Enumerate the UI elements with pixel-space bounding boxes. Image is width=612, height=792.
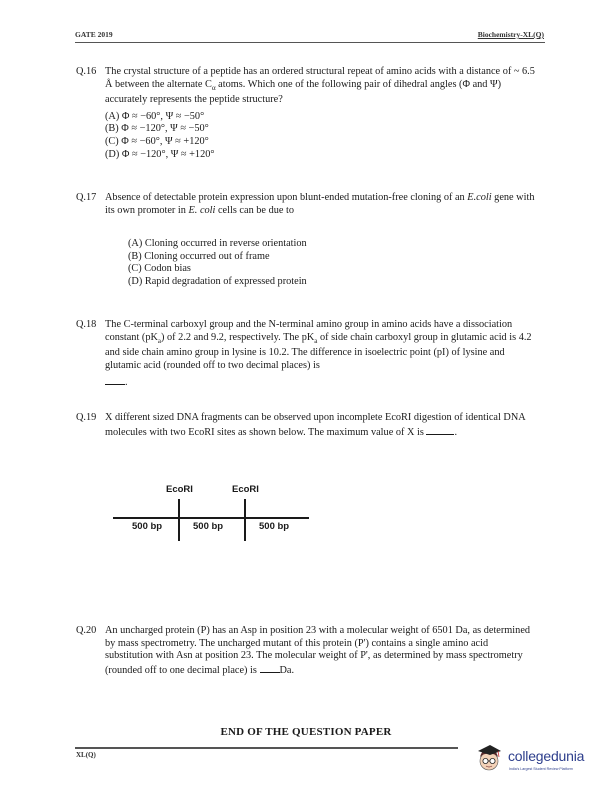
mascot-icon bbox=[476, 743, 502, 775]
end-of-paper-heading: END OF THE QUESTION PAPER bbox=[220, 726, 392, 738]
question-text: Absence of detectable protein expression upon blunt-ended mutation-free cloning of an E.coli gene with its own promoter in E. coli cells can be due to bbox=[105, 192, 535, 216]
question-number: Q.16 bbox=[76, 66, 97, 77]
question-number: Q.19 bbox=[76, 412, 97, 423]
fragment-label-2: 500 bp bbox=[193, 521, 224, 532]
option-c: (C) Φ ≈ −60°, Ψ ≈ +120° bbox=[105, 136, 209, 148]
option-d: (D) Rapid degradation of expressed protein bbox=[128, 275, 307, 287]
question-text: X different sized DNA fragments can be observed upon incomplete EcoRI digestion of identical DNA molecules with two EcoRI sites as shown below. The maximum value of X is . bbox=[105, 412, 526, 438]
answer-blank bbox=[105, 375, 125, 385]
collegedunia-logo bbox=[474, 741, 612, 781]
ecori-cut-site-1 bbox=[178, 499, 180, 541]
question-number: Q.18 bbox=[76, 319, 97, 330]
option-d: (D) Φ ≈ −120°, Ψ ≈ +120° bbox=[105, 148, 215, 160]
question-number: Q.20 bbox=[76, 625, 97, 636]
footer-left: XL(Q) bbox=[76, 751, 96, 759]
ecori-dna-diagram bbox=[110, 478, 320, 548]
question-text: An uncharged protein (P) has an Asp in position 23 with a molecular weight of 6501 Da, as determined by mass spectrometry. The uncharged mutant of this protein (P') contains a single amino acid substitution with Asn at position 23. The molecular weight of P', as determined by mass spectrometry (rounded off to one decimal place) is Da. bbox=[105, 625, 531, 676]
question-19 bbox=[76, 412, 536, 439]
question-number: Q.17 bbox=[76, 192, 97, 203]
brand-tagline: India's Largest Student Review Platform bbox=[509, 767, 573, 771]
option-a: (A) Φ ≈ −60°, Ψ ≈ −50° bbox=[105, 110, 205, 122]
question-20 bbox=[76, 625, 536, 677]
dna-strand-line bbox=[113, 517, 309, 519]
option-a: (A) Cloning occurred in reverse orientation bbox=[128, 238, 307, 249]
header-rule bbox=[75, 42, 545, 43]
site-label-1: EcoRI bbox=[166, 484, 193, 495]
question-18 bbox=[76, 319, 536, 390]
fragment-label-3: 500 bp bbox=[259, 521, 290, 532]
option-b: (B) Φ ≈ −120°, Ψ ≈ −50° bbox=[105, 123, 209, 135]
question-17 bbox=[76, 192, 536, 217]
site-label-2: EcoRI bbox=[232, 484, 259, 495]
option-c: (C) Codon bias bbox=[128, 263, 191, 275]
fragment-label-1: 500 bp bbox=[132, 521, 163, 532]
question-text: The C-terminal carboxyl group and the N-terminal amino group in amino acids have a dissociation constant $(pK_a)$ of 2.2 and 9.2, respectively. The $pK_a$ of side chain carboxyl group in glutamic acid is 4.2 and side chain amino group in lysine is 10.2. The difference in isoelectric point (pI) of lysine and glutamic acid (rounded off to two decimal places) is . bbox=[105, 319, 532, 389]
question-17-options bbox=[128, 238, 428, 288]
brand-name: collegedunia bbox=[508, 748, 585, 764]
question-text: The crystal structure of a peptide has an ordered structural repeat of amino acids with a distance of ~ 6.5 Å between the alternate $C_\alpha$ atoms. Which one of the following pair of dihedral angles (Φ and Ψ) accurately represents the peptide structure? (A) Φ ≈ −60°, Ψ ≈ −50° (B) Φ ≈ −120°, Ψ ≈ −50° (C) Φ ≈ −60°, Ψ ≈ +120° (D) Φ ≈ −120°, Ψ ≈ +120° bbox=[105, 66, 535, 160]
options-list bbox=[105, 111, 536, 161]
question-16 bbox=[76, 66, 536, 161]
answer-blank bbox=[426, 425, 454, 435]
header-left: GATE 2019 bbox=[75, 30, 113, 39]
option-b: (B) Cloning occurred out of frame bbox=[128, 250, 270, 262]
ecori-cut-site-2 bbox=[244, 499, 246, 541]
header-right: Biochemistry-XL(Q) bbox=[477, 30, 544, 39]
footer-rule bbox=[75, 747, 458, 749]
answer-blank bbox=[260, 663, 280, 673]
